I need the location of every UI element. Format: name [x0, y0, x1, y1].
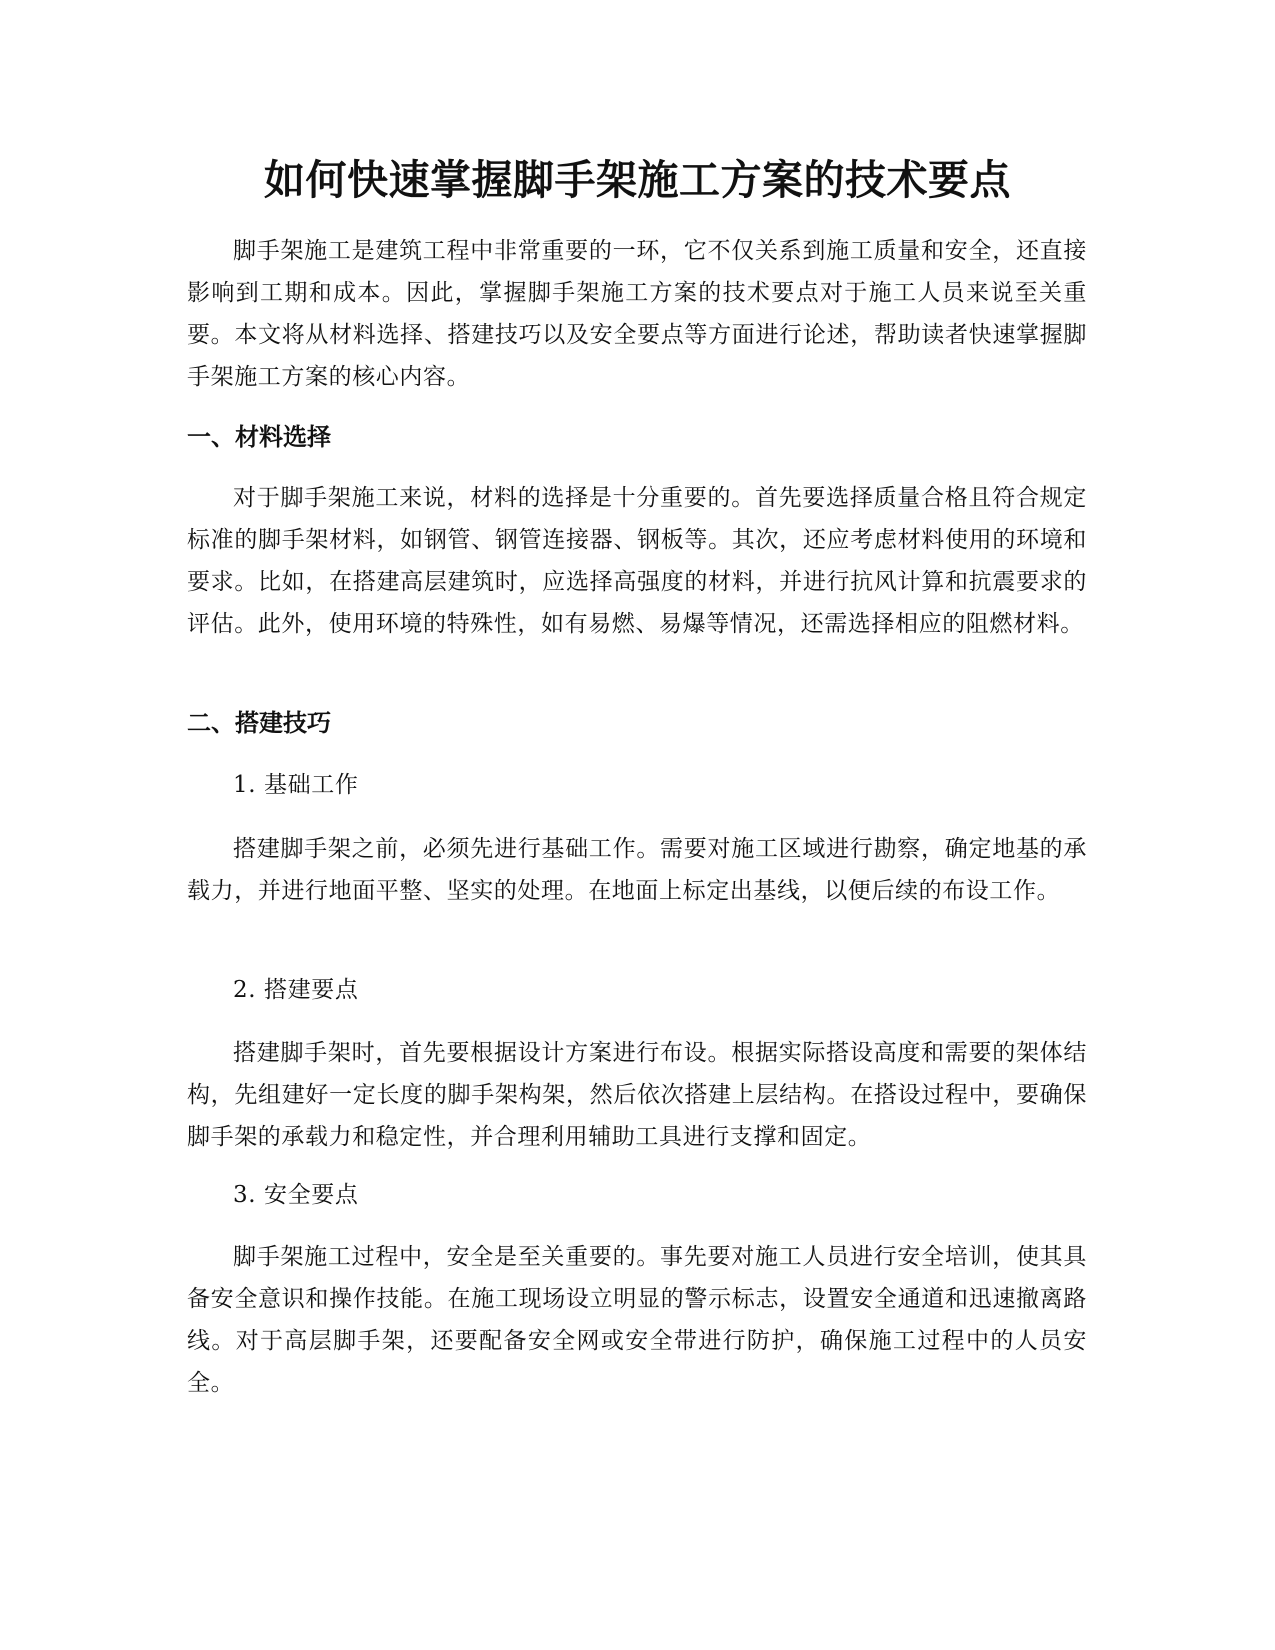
intro-paragraph: 脚手架施工是建筑工程中非常重要的一环，它不仅关系到施工质量和安全，还直接影响到工期和成本。因此，掌握脚手架施工方案的技术要点对于施工人员来说至关重要。本文将从材料选择、搭建技巧以及安全要点等方面进行论述，帮助读者快速掌握脚手架施工方案的核心内容。: [187, 238, 1087, 390]
subitem-safety-label: 3. 安全要点: [233, 1182, 359, 1208]
section-heading-construction: 二、搭建技巧: [187, 709, 331, 737]
key-points-paragraph: 搭建脚手架时，首先要根据设计方案进行布设。根据实际搭设高度和需要的架体结构，先组建好一定长度的脚手架构架，然后依次搭建上层结构。在搭设过程中，要确保脚手架的承载力和稳定性，并合理利用辅助工具进行支撑和固定。: [187, 1040, 1087, 1150]
foundation-paragraph: 搭建脚手架之前，必须先进行基础工作。需要对施工区域进行勘察，确定地基的承载力，并进行地面平整、坚实的处理。在地面上标定出基线，以便后续的布设工作。: [187, 836, 1087, 904]
safety-paragraph: 脚手架施工过程中，安全是至关重要的。事先要对施工人员进行安全培训，使其具备安全意识和操作技能。在施工现场设立明显的警示标志，设置安全通道和迅速撤离路线。对于高层脚手架，还要配备安全网或安全带进行防护，确保施工过程中的人员安全。: [187, 1244, 1087, 1396]
subitem-foundation-label: 1. 基础工作: [233, 772, 359, 798]
subitem-key-points-label: 2. 搭建要点: [233, 977, 359, 1003]
document-title: 如何快速掌握脚手架施工方案的技术要点: [264, 156, 1011, 204]
section-heading-materials: 一、材料选择: [187, 423, 331, 451]
materials-paragraph: 对于脚手架施工来说，材料的选择是十分重要的。首先要选择质量合格且符合规定标准的脚手架材料，如钢管、钢管连接器、钢板等。其次，还应考虑材料使用的环境和要求。比如，在搭建高层建筑时，应选择高强度的材料，并进行抗风计算和抗震要求的评估。此外，使用环境的特殊性，如有易燃、易爆等情况，还需选择相应的阻燃材料。: [187, 485, 1087, 637]
